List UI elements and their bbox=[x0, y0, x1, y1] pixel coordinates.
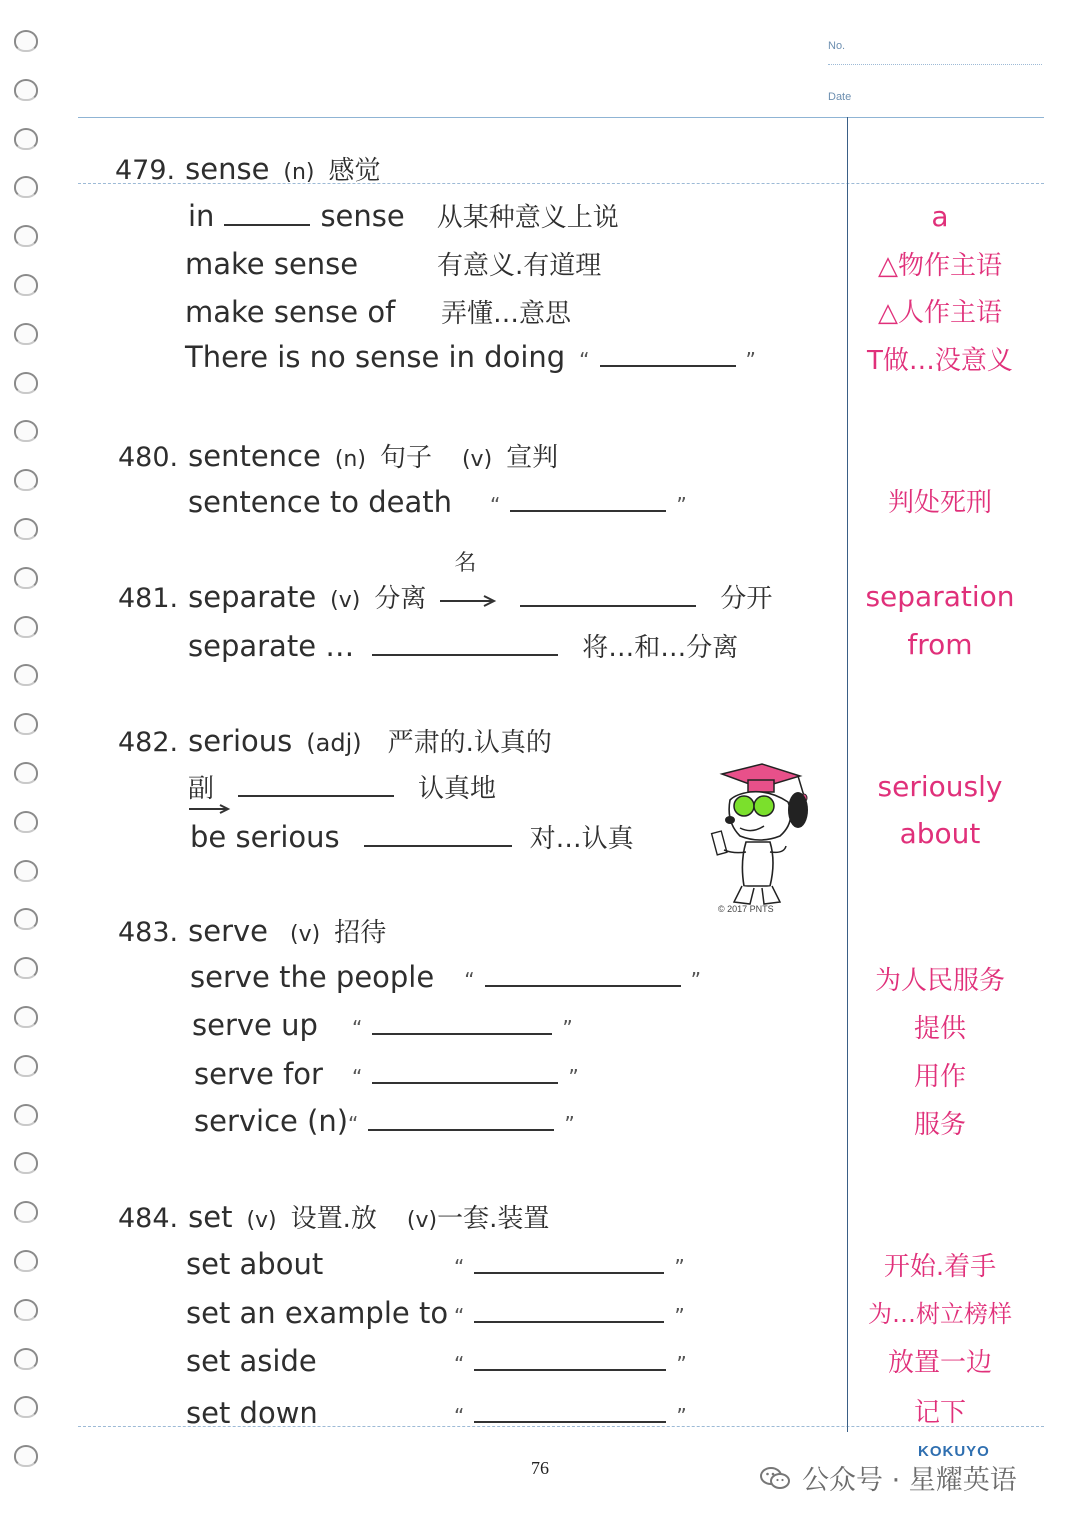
phrase-row bbox=[186, 1247, 685, 1281]
watermark-text: 公众号 · 星耀英语 bbox=[802, 1465, 1017, 1496]
phrase-text: serve for bbox=[194, 1057, 323, 1091]
part-of-speech: (v) bbox=[461, 447, 493, 472]
phrase-text: be serious bbox=[190, 820, 340, 854]
fill-blank[interactable] bbox=[224, 214, 310, 226]
fill-blank[interactable] bbox=[238, 785, 394, 797]
arrow-label: 名 bbox=[454, 551, 477, 576]
phrase-row bbox=[194, 1057, 579, 1091]
phrase-meaning: 从某种意义上说 bbox=[436, 203, 619, 233]
fill-blank[interactable] bbox=[474, 1311, 664, 1323]
part-of-speech: (v) bbox=[406, 1208, 438, 1233]
binding-ring bbox=[14, 176, 38, 198]
headword: serve bbox=[188, 914, 269, 948]
binding-ring bbox=[14, 713, 38, 735]
quote-open: “ bbox=[454, 1255, 465, 1279]
binding-ring bbox=[14, 1299, 38, 1321]
margin-line bbox=[847, 117, 848, 1432]
answer: about bbox=[899, 817, 981, 850]
fill-blank[interactable] bbox=[600, 355, 736, 367]
phrase-row bbox=[188, 627, 738, 664]
binding-ring bbox=[14, 30, 38, 52]
meaning: 宣判 bbox=[506, 443, 559, 473]
entry-number: 484. bbox=[118, 1203, 179, 1234]
phrase-text: set about bbox=[186, 1247, 324, 1281]
binding-ring bbox=[14, 1396, 38, 1418]
quote-close: ” bbox=[690, 968, 701, 992]
fill-blank[interactable] bbox=[474, 1411, 666, 1423]
quote-close: ” bbox=[676, 1404, 687, 1428]
binding-ring bbox=[14, 372, 38, 394]
quote-close: ” bbox=[745, 348, 756, 372]
phrase-row bbox=[186, 1396, 687, 1430]
meaning: 分开 bbox=[720, 584, 773, 614]
answer: 记下 bbox=[913, 1398, 966, 1428]
phrase-row bbox=[192, 1008, 573, 1042]
adverb-meaning: 认真地 bbox=[418, 774, 497, 804]
phrase-row bbox=[185, 293, 571, 330]
binding-ring bbox=[14, 1348, 38, 1370]
answer: 为人民服务 bbox=[874, 966, 1005, 996]
answer: 判处死刑 bbox=[887, 488, 992, 518]
answer: from bbox=[907, 628, 973, 661]
headword: set bbox=[188, 1200, 233, 1234]
part-of-speech: (v) bbox=[290, 922, 321, 947]
phrase-row bbox=[188, 485, 687, 519]
entry-481-headword bbox=[118, 551, 773, 615]
quote-open: “ bbox=[579, 348, 590, 372]
no-label: No. bbox=[828, 40, 846, 52]
meaning: 设置.放 bbox=[290, 1204, 377, 1234]
binding-ring bbox=[14, 860, 38, 882]
phrase-row bbox=[190, 960, 701, 994]
binding-ring bbox=[14, 79, 38, 101]
fill-blank[interactable] bbox=[364, 835, 512, 847]
phrase-row bbox=[194, 1104, 575, 1138]
answer: △物作主语 bbox=[878, 251, 1002, 281]
binding-ring bbox=[14, 762, 38, 784]
meaning: 招待 bbox=[334, 918, 387, 948]
fill-blank[interactable] bbox=[510, 500, 666, 512]
binding-ring bbox=[14, 128, 38, 150]
entry-number: 480. bbox=[118, 442, 179, 473]
meaning: 句子 bbox=[379, 443, 432, 473]
phrase-text: sense bbox=[320, 199, 405, 233]
fill-blank[interactable] bbox=[372, 1023, 552, 1035]
phrase-text: separate … bbox=[188, 629, 355, 663]
phrase-text: There is no sense in doing bbox=[185, 340, 566, 374]
phrase-meaning: 将…和…分离 bbox=[582, 633, 739, 663]
answer: 为…树立榜样 bbox=[868, 1300, 1012, 1328]
binding-ring bbox=[14, 274, 38, 296]
binding-ring bbox=[14, 1006, 38, 1028]
headword: sense bbox=[185, 152, 270, 186]
quote-close: ” bbox=[676, 493, 687, 517]
fill-blank[interactable] bbox=[372, 1072, 558, 1084]
binding-ring bbox=[14, 567, 38, 589]
phrase-meaning: 弄懂…意思 bbox=[441, 299, 572, 329]
binding-ring bbox=[14, 1104, 38, 1126]
illustration-copyright: © 2017 PNTS bbox=[718, 904, 774, 914]
binding-ring bbox=[14, 323, 38, 345]
date-label: Date bbox=[828, 91, 852, 103]
entry-483-headword bbox=[118, 912, 386, 949]
binding-ring bbox=[14, 664, 38, 686]
quote-close: ” bbox=[674, 1255, 685, 1279]
phrase-text: set down bbox=[186, 1396, 318, 1430]
phrase-text: sentence to death bbox=[188, 485, 453, 519]
quote-close: ” bbox=[568, 1065, 579, 1089]
wechat-icon bbox=[760, 1466, 790, 1490]
quote-open: “ bbox=[454, 1304, 465, 1328]
fill-blank[interactable] bbox=[368, 1119, 554, 1131]
entry-480-headword bbox=[118, 437, 558, 474]
answer: 提供 bbox=[913, 1014, 966, 1044]
header-rule bbox=[78, 117, 1044, 118]
meaning: 严肃的.认真的 bbox=[387, 728, 552, 758]
binding-ring bbox=[14, 518, 38, 540]
snoopy-graduate-illustration bbox=[700, 762, 818, 914]
fill-blank[interactable] bbox=[520, 595, 696, 607]
binding-ring bbox=[14, 908, 38, 930]
answer: 放置一边 bbox=[887, 1348, 992, 1378]
binding-ring bbox=[14, 1055, 38, 1077]
phrase-row bbox=[190, 818, 634, 855]
fill-blank[interactable] bbox=[474, 1262, 664, 1274]
phrase-meaning: 有意义.有道理 bbox=[437, 251, 602, 281]
quote-close: ” bbox=[674, 1304, 685, 1328]
part-of-speech: (adj) bbox=[306, 729, 362, 757]
phrase-row bbox=[186, 1344, 687, 1378]
quote-close: ” bbox=[676, 1352, 687, 1376]
entry-number: 481. bbox=[118, 583, 179, 614]
quote-open: “ bbox=[454, 1404, 465, 1428]
part-of-speech: (v) bbox=[246, 1208, 277, 1233]
headword: serious bbox=[188, 724, 293, 758]
quote-open: “ bbox=[490, 493, 501, 517]
adverb-arrow bbox=[188, 768, 214, 805]
phrase-text: set aside bbox=[186, 1344, 317, 1378]
answer: 开始.着手 bbox=[883, 1252, 997, 1282]
binding-ring bbox=[14, 957, 38, 979]
quote-open: “ bbox=[454, 1352, 465, 1376]
binding-ring bbox=[14, 420, 38, 442]
meaning: 感觉 bbox=[328, 156, 381, 186]
phrase-row bbox=[188, 197, 619, 234]
quote-open: “ bbox=[352, 1016, 363, 1040]
binding-ring bbox=[14, 616, 38, 638]
quote-close: ” bbox=[564, 1112, 575, 1136]
entry-479-headword bbox=[115, 150, 381, 187]
fill-blank[interactable] bbox=[474, 1359, 666, 1371]
watermark bbox=[760, 1458, 1017, 1497]
no-field-line bbox=[828, 64, 1042, 65]
adverb-label: 副 bbox=[188, 774, 215, 804]
binding-ring bbox=[14, 1250, 38, 1272]
meaning: 一套.装置 bbox=[437, 1204, 550, 1234]
arrow-icon bbox=[438, 551, 498, 614]
answer: a bbox=[931, 200, 949, 233]
fill-blank[interactable] bbox=[485, 975, 681, 987]
phrase-meaning: 对…认真 bbox=[529, 824, 634, 854]
binding-ring bbox=[14, 469, 38, 491]
answer: separation bbox=[865, 580, 1015, 613]
phrase-text: serve the people bbox=[190, 960, 435, 994]
entry-number: 483. bbox=[118, 917, 179, 948]
part-of-speech: (n) bbox=[334, 447, 366, 472]
binding-ring bbox=[14, 1201, 38, 1223]
binding-ring bbox=[14, 1152, 38, 1174]
entry-number: 482. bbox=[118, 727, 179, 758]
phrase-text: set an example to bbox=[186, 1296, 449, 1330]
entry-484-headword bbox=[118, 1198, 549, 1235]
answer: △人作主语 bbox=[878, 298, 1002, 328]
quote-open: “ bbox=[352, 1065, 363, 1089]
adverb-row bbox=[188, 768, 496, 805]
phrase-row bbox=[185, 245, 601, 282]
answer: seriously bbox=[877, 770, 1003, 803]
quote-open: “ bbox=[348, 1112, 359, 1136]
brand-logo: KOKUYO bbox=[918, 1443, 990, 1460]
headword: separate bbox=[188, 580, 317, 614]
entry-number: 479. bbox=[115, 155, 176, 186]
answer: 服务 bbox=[913, 1110, 966, 1140]
part-of-speech: (n) bbox=[283, 160, 315, 185]
phrase-row bbox=[185, 340, 756, 374]
phrase-row bbox=[186, 1296, 685, 1330]
phrase-text: serve up bbox=[192, 1008, 318, 1042]
fill-blank[interactable] bbox=[372, 644, 558, 656]
quote-open: “ bbox=[464, 968, 475, 992]
phrase-text: make sense of bbox=[185, 295, 396, 329]
answer: T做…没意义 bbox=[867, 346, 1013, 376]
phrase-text: in bbox=[188, 199, 215, 233]
phrase-text: make sense bbox=[185, 247, 359, 281]
meaning: 分离 bbox=[374, 584, 427, 614]
entry-482-headword bbox=[118, 722, 552, 759]
answer: 用作 bbox=[913, 1062, 966, 1092]
binding-ring bbox=[14, 811, 38, 833]
quote-close: ” bbox=[562, 1016, 573, 1040]
phrase-text: service (n) bbox=[194, 1104, 349, 1138]
headword: sentence bbox=[188, 439, 321, 473]
page-number: 76 bbox=[531, 1458, 549, 1478]
part-of-speech: (v) bbox=[330, 588, 361, 613]
binding-ring bbox=[14, 225, 38, 247]
